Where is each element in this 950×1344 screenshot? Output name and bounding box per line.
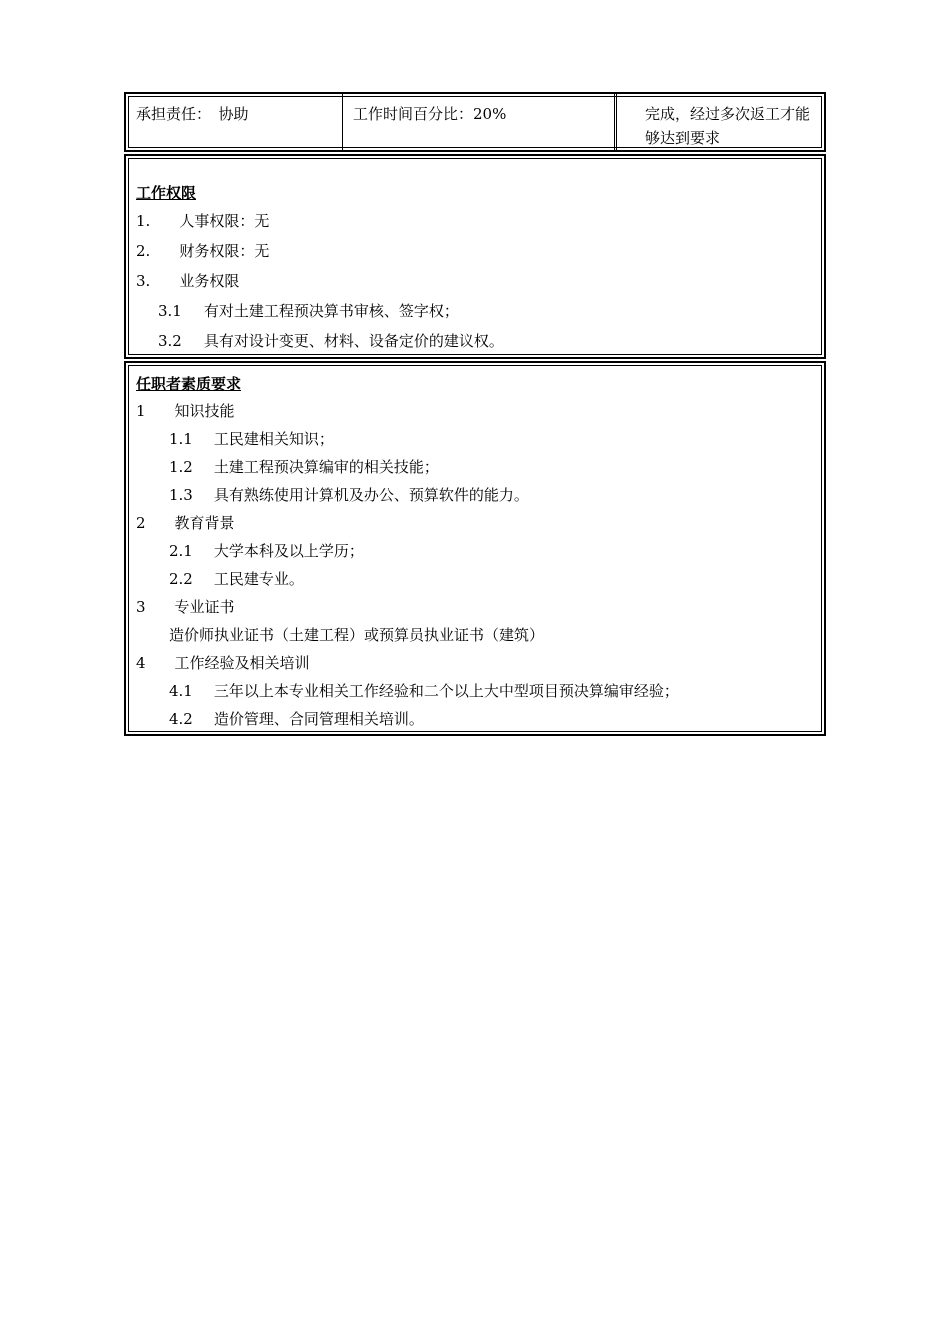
qualification-heading: 3 专业证书 — [136, 598, 235, 616]
time-percent-cell — [343, 94, 617, 150]
qualification-heading: 2 教育背景 — [136, 514, 235, 532]
qualification-heading: 1 知识技能 — [136, 402, 235, 420]
qualification-section — [124, 361, 826, 736]
qualification-item: 1.3 具有熟练使用计算机及办公、预算软件的能力。 — [169, 486, 529, 504]
time-percent-text: 工作时间百分比：20% — [353, 105, 507, 123]
responsibility-text: 承担责任： 协助 — [136, 105, 249, 123]
work-authority-section — [124, 154, 826, 359]
qualification-item: 4.2 造价管理、合同管理相关培训。 — [169, 710, 424, 728]
qualification-item: 1.2 土建工程预决算编审的相关技能； — [169, 458, 439, 476]
authority-item: 1. 人事权限：无 — [136, 212, 270, 230]
authority-item: 2. 财务权限：无 — [136, 242, 270, 260]
note-text: 完成，经过多次返工才能够达到要求 — [645, 105, 811, 147]
authority-sub-item: 3.1 有对土建工程预决算书审核、签字权； — [158, 302, 459, 320]
qualification-heading: 4 工作经验及相关培训 — [136, 654, 310, 672]
work-authority-title: 工作权限 — [136, 184, 197, 202]
qualification-item: 2.1 大学本科及以上学历； — [169, 542, 364, 560]
qualification-certificate: 造价师执业证书（土建工程）或预算员执业证书（建筑） — [169, 626, 545, 644]
qualification-item: 2.2 工民建专业。 — [169, 570, 304, 588]
authority-sub-item: 3.2 具有对设计变更、材料、设备定价的建议权。 — [158, 332, 504, 350]
qualification-item: 1.1 工民建相关知识； — [169, 430, 334, 448]
qualification-item: 4.1 三年以上本专业相关工作经验和二个以上大中型项目预决算编审经验； — [169, 682, 679, 700]
responsibility-cell — [126, 94, 343, 150]
qualification-title: 任职者素质要求 — [136, 375, 242, 393]
authority-item: 3. 业务权限 — [136, 272, 240, 290]
job-description-page — [124, 92, 826, 736]
responsibility-row — [124, 92, 826, 152]
note-cell — [617, 94, 824, 150]
